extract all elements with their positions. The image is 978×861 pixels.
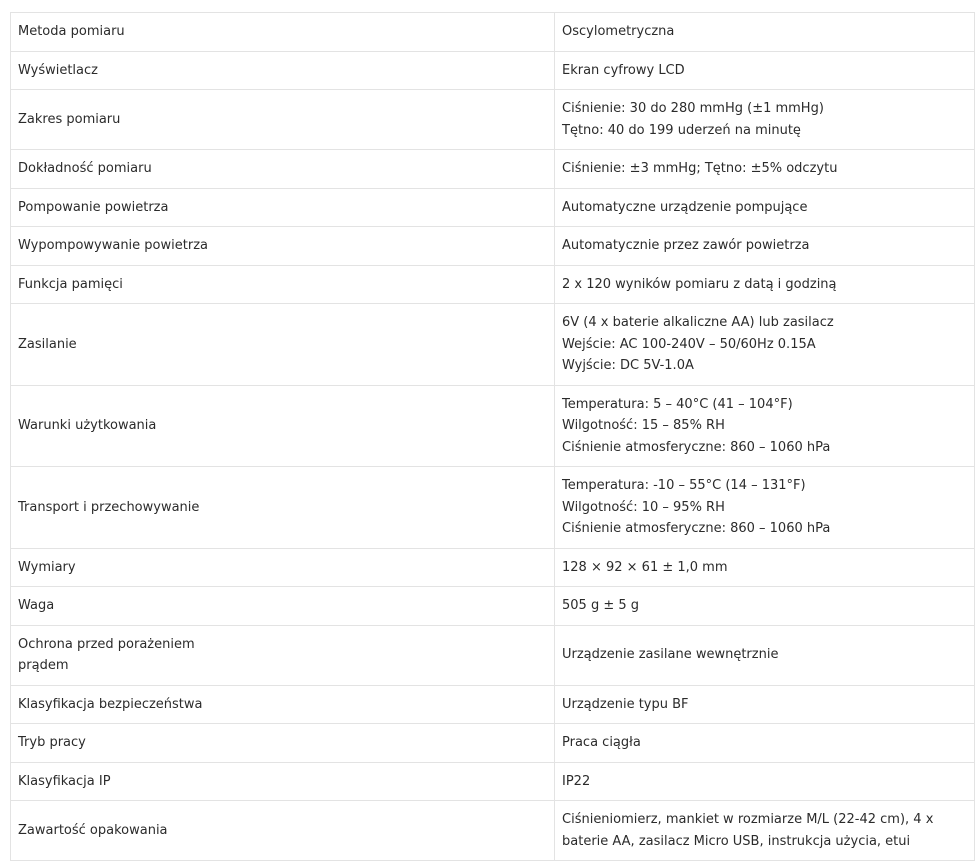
spec-value-line: 2 x 120 wyników pomiaru z datą i godziną [562, 276, 837, 292]
spec-value-cell [555, 188, 975, 227]
spec-value-line: Ekran cyfrowy LCD [562, 62, 685, 78]
spec-value-cell [555, 265, 975, 304]
spec-value-cell [555, 51, 975, 90]
spec-value-cell [555, 587, 975, 626]
table-row [11, 548, 975, 587]
table-row [11, 304, 975, 386]
spec-label: Tryb pracy [18, 735, 86, 750]
spec-label-cell [11, 467, 555, 549]
spec-value-line: Wyjście: DC 5V-1.0A [562, 358, 694, 373]
spec-value-cell [555, 13, 975, 52]
spec-label-cell [11, 188, 555, 227]
spec-value-line: Wilgotność: 10 – 95% RH [562, 499, 725, 515]
table-row [11, 188, 975, 227]
spec-value-cell [555, 304, 975, 386]
spec-label-cell [11, 150, 555, 189]
spec-label-cell [11, 13, 555, 52]
spec-label-cell [11, 90, 555, 150]
spec-value-line: Wilgotność: 15 – 85% RH [562, 418, 725, 433]
spec-label-cell [11, 227, 555, 266]
table-row [11, 51, 975, 90]
spec-value-cell [555, 548, 975, 587]
spec-label-cell [11, 625, 555, 685]
table-row [11, 587, 975, 626]
spec-label-cell [11, 724, 555, 763]
spec-label-cell [11, 548, 555, 587]
spec-value-line: Oscylometryczna [562, 24, 675, 39]
table-row [11, 265, 975, 304]
spec-value-line: Urządzenie zasilane wewnętrznie [562, 647, 779, 663]
specification-table-body [11, 13, 975, 861]
spec-label-cell [11, 685, 555, 724]
spec-value-line: Automatyczne urządzenie pompujące [562, 199, 808, 215]
spec-label: Zakres pomiaru [18, 111, 121, 127]
table-row [11, 385, 975, 467]
table-row [11, 625, 975, 685]
spec-label: Klasyfikacja IP [18, 773, 111, 789]
spec-label: Pompowanie powietrza [18, 199, 169, 215]
spec-value-cell [555, 385, 975, 467]
spec-label-cell [11, 51, 555, 90]
spec-value-line: Temperatura: -10 – 55°C (14 – 131°F) [562, 478, 806, 493]
spec-value-line: Tętno: 40 do 199 uderzeń na minutę [562, 122, 801, 138]
table-row [11, 724, 975, 763]
table-row [11, 227, 975, 266]
spec-label: Zawartość opakowania [18, 822, 168, 838]
spec-value-cell [555, 685, 975, 724]
spec-value-line: 128 × 92 × 61 ± 1,0 mm [562, 559, 728, 575]
spec-label: Waga [18, 598, 55, 613]
spec-label-cell [11, 801, 555, 861]
spec-value-line: Automatycznie przez zawór powietrza [562, 238, 810, 253]
spec-value-line: Temperatura: 5 – 40°C (41 – 104°F) [562, 396, 793, 412]
spec-value-cell [555, 227, 975, 266]
spec-label: Wymiary [18, 559, 76, 575]
spec-label: Wyświetlacz [18, 62, 98, 78]
spec-label: Funkcja pamięci [18, 276, 123, 292]
spec-value-cell [555, 762, 975, 801]
spec-value-line: 505 g ± 5 g [562, 598, 640, 613]
spec-value-line: Ciśnienie: 30 do 280 mmHg (±1 mmHg) [562, 101, 824, 116]
spec-label-cell [11, 762, 555, 801]
spec-value-cell [555, 625, 975, 685]
spec-value-line: 6V (4 x baterie alkaliczne AA) lub zasilacz [562, 315, 834, 330]
spec-value-cell [555, 150, 975, 189]
spec-value-cell [555, 467, 975, 549]
spec-value-line: Ciśnienie: ±3 mmHg; Tętno: ±5% odczytu [562, 161, 838, 176]
spec-label-cell [11, 265, 555, 304]
spec-value-line: Urządzenie typu BF [562, 696, 689, 712]
spec-value-line: Ciśnieniomierz, mankiet w rozmiarze M/L (22-42 cm), 4 x [562, 812, 934, 827]
spec-label: Ochrona przed porażeniem prądem [18, 636, 195, 673]
table-row [11, 762, 975, 801]
spec-label: Warunki użytkowania [18, 418, 157, 433]
table-row [11, 685, 975, 724]
table-row [11, 467, 975, 549]
spec-value-line: Wejście: AC 100-240V – 50/60Hz 0.15A [562, 336, 816, 352]
spec-label: Klasyfikacja bezpieczeństwa [18, 696, 203, 712]
spec-value-cell [555, 90, 975, 150]
spec-label-cell [11, 304, 555, 386]
table-row [11, 13, 975, 52]
spec-label: Zasilanie [18, 336, 77, 352]
spec-label: Dokładność pomiaru [18, 161, 152, 176]
spec-label: Wypompowywanie powietrza [18, 238, 208, 253]
table-row [11, 90, 975, 150]
specification-table [10, 12, 975, 861]
table-row [11, 801, 975, 861]
spec-value-line: IP22 [562, 773, 591, 789]
spec-value-line: Ciśnienie atmosferyczne: 860 – 1060 hPa [562, 521, 831, 536]
spec-label-cell [11, 587, 555, 626]
table-row [11, 150, 975, 189]
spec-label: Metoda pomiaru [18, 24, 125, 39]
spec-value-cell [555, 724, 975, 763]
spec-value-cell [555, 801, 975, 861]
spec-value-line: Praca ciągła [562, 735, 641, 750]
spec-value-line: Ciśnienie atmosferyczne: 860 – 1060 hPa [562, 439, 831, 455]
spec-label-cell [11, 385, 555, 467]
spec-value-line: baterie AA, zasilacz Micro USB, instrukcja użycia, etui [562, 833, 911, 849]
spec-label: Transport i przechowywanie [18, 499, 200, 515]
